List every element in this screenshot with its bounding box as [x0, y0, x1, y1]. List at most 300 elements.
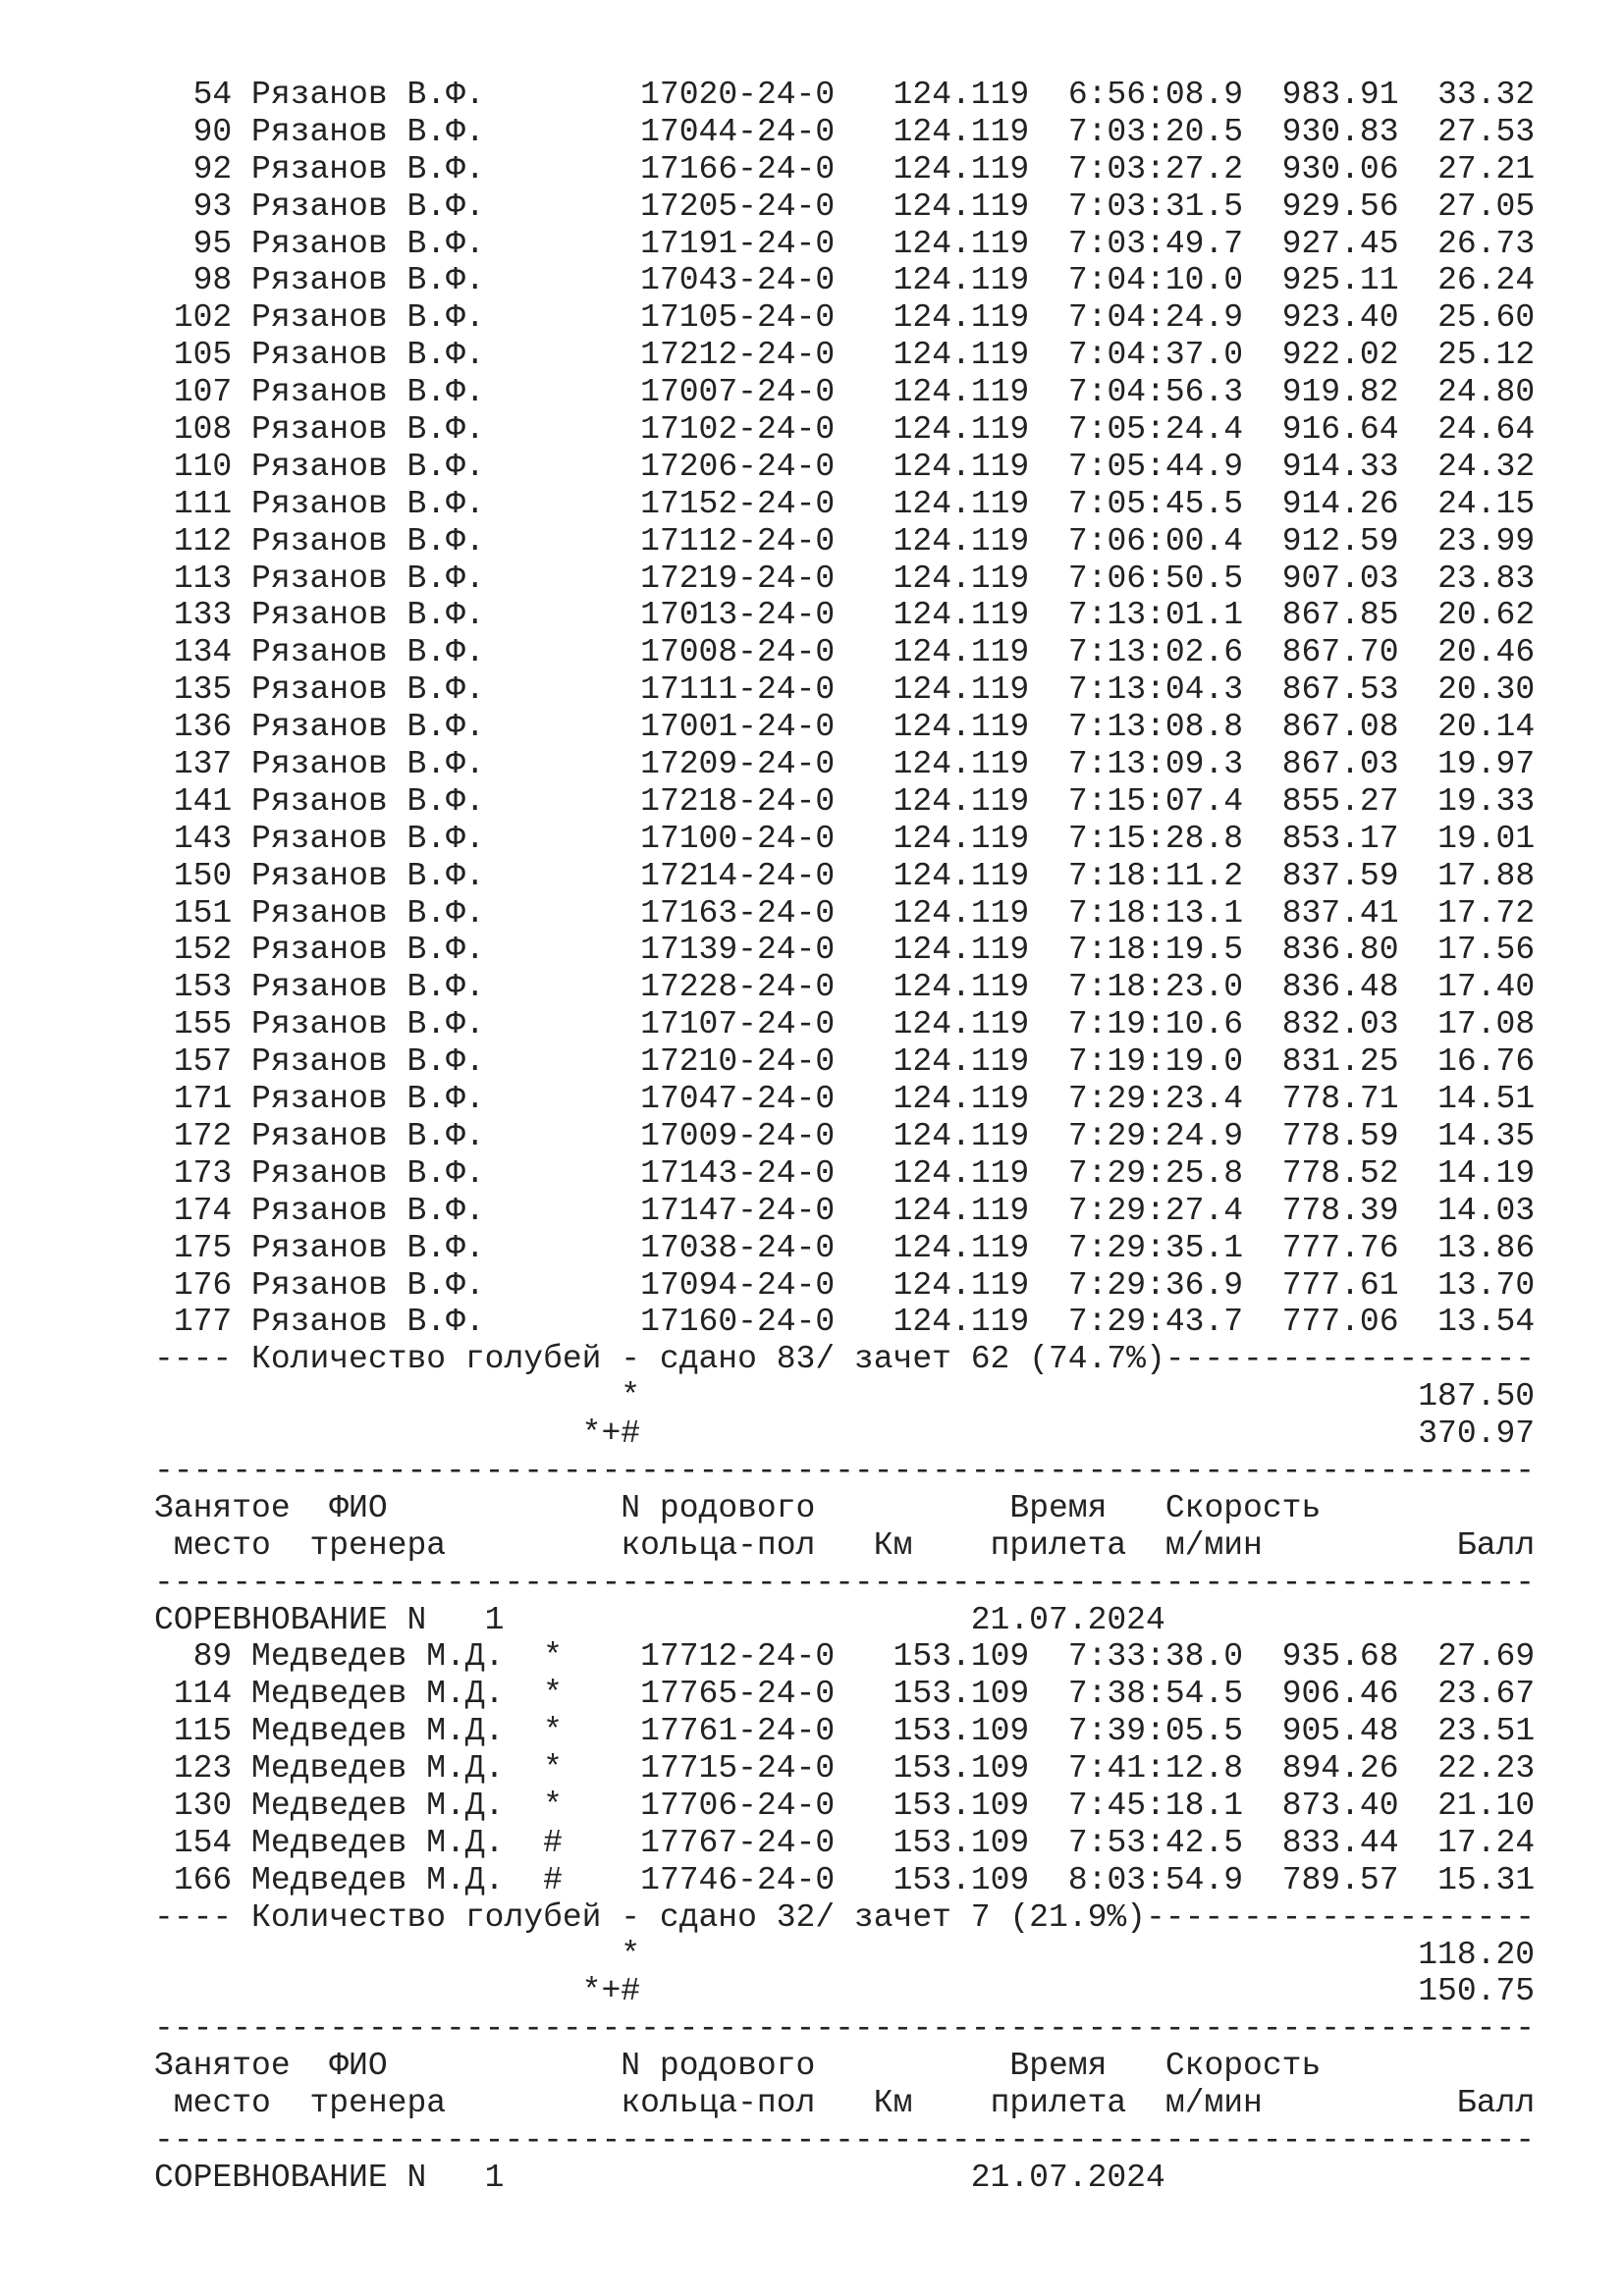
header-ring-2: кольца-пол: [621, 2085, 816, 2122]
speed-cell: 916.64: [1281, 411, 1399, 449]
score-cell: 19.97: [1437, 746, 1536, 783]
pigeon-count-summary: Количество голубей - сдано 32/ зачет 7 (21.9%): [251, 1898, 1146, 1936]
result-row: [154, 709, 1588, 746]
arrival-time-cell: 7:04:10.0: [1067, 262, 1244, 299]
arrival-time-cell: 7:29:25.8: [1067, 1154, 1244, 1192]
place-cell: 166: [173, 1861, 233, 1898]
trainer-name-cell: Медведев М.Д.: [251, 1750, 505, 1788]
trainer-name-cell: Рязанов В.Ф.: [251, 671, 485, 709]
trainer-name-cell: Рязанов В.Ф.: [251, 932, 485, 969]
score-cell: 20.62: [1437, 597, 1536, 634]
place-cell: 113: [173, 560, 233, 597]
arrival-time-cell: 7:18:11.2: [1067, 857, 1244, 894]
header-place: Занятое: [154, 1489, 291, 1526]
distance-cell: 124.119: [893, 150, 1030, 187]
place-cell: 172: [173, 1117, 233, 1154]
header-name-2: тренера: [309, 2085, 447, 2122]
ring-number-cell: 17143-24-0: [640, 1154, 836, 1192]
arrival-time-cell: 7:53:42.5: [1067, 1824, 1244, 1861]
result-row: [154, 821, 1588, 858]
trainer-name-cell: Медведев М.Д.: [251, 1676, 505, 1713]
score-cell: 27.21: [1437, 150, 1536, 187]
score-cell: 17.72: [1437, 894, 1536, 932]
place-cell: 143: [173, 820, 233, 857]
trainer-name-cell: Рязанов В.Ф.: [251, 560, 485, 597]
place-cell: 176: [173, 1266, 233, 1304]
header-ring: N родового: [621, 2048, 816, 2085]
speed-cell: 935.68: [1281, 1638, 1399, 1676]
ring-number-cell: 17094-24-0: [640, 1266, 836, 1304]
speed-cell: 853.17: [1281, 820, 1399, 857]
trainer-name-cell: Рязанов В.Ф.: [251, 299, 485, 337]
distance-cell: 124.119: [893, 522, 1030, 560]
score-cell: 17.56: [1437, 932, 1536, 969]
speed-cell: 923.40: [1281, 299, 1399, 337]
result-row: [154, 1081, 1588, 1118]
header-place-2: место: [173, 1526, 271, 1564]
column-header-row-2: [154, 1527, 1588, 1565]
result-row: [154, 226, 1588, 263]
arrival-time-cell: 7:03:49.7: [1067, 225, 1244, 262]
total-label: *+#: [581, 1415, 641, 1453]
score-cell: 27.53: [1437, 113, 1536, 150]
place-cell: 92: [192, 150, 233, 187]
distance-cell: 124.119: [893, 597, 1030, 634]
distance-cell: 124.119: [893, 560, 1030, 597]
results-report: [154, 77, 1588, 2197]
score-cell: 13.86: [1437, 1229, 1536, 1266]
distance-cell: 124.119: [893, 894, 1030, 932]
distance-cell: 124.119: [893, 77, 1030, 113]
header-name: ФИО: [329, 2048, 388, 2085]
result-row: [154, 1862, 1588, 1899]
result-row: [154, 1006, 1588, 1043]
result-row: [154, 1230, 1588, 1267]
speed-cell: 922.02: [1281, 337, 1399, 374]
place-cell: 107: [173, 374, 233, 411]
place-cell: 133: [173, 597, 233, 634]
speed-cell: 837.59: [1281, 857, 1399, 894]
trainer-name-cell: Рязанов В.Ф.: [251, 820, 485, 857]
mark-cell: *: [543, 1676, 563, 1713]
column-header-row-1: [154, 2048, 1588, 2085]
distance-cell: 124.119: [893, 1266, 1030, 1304]
distance-cell: 124.119: [893, 113, 1030, 150]
score-cell: 14.35: [1437, 1117, 1536, 1154]
result-row: [154, 783, 1588, 821]
trainer-name-cell: Медведев М.Д.: [251, 1787, 505, 1824]
score-cell: 17.40: [1437, 969, 1536, 1006]
result-row: [154, 1676, 1588, 1713]
ring-number-cell: 17111-24-0: [640, 671, 836, 709]
distance-cell: 124.119: [893, 1043, 1030, 1081]
header-ring: N родового: [621, 1489, 816, 1526]
distance-cell: 124.119: [893, 1117, 1030, 1154]
result-row: [154, 1155, 1588, 1193]
total-label: *+#: [581, 1973, 641, 2010]
distance-cell: 124.119: [893, 187, 1030, 225]
score-cell: 26.24: [1437, 262, 1536, 299]
header-score: Балл: [1456, 1526, 1536, 1564]
place-cell: 123: [173, 1750, 233, 1788]
distance-cell: 124.119: [893, 299, 1030, 337]
arrival-time-cell: 7:19:19.0: [1067, 1043, 1244, 1081]
header-time: Время: [1009, 1489, 1108, 1526]
arrival-time-cell: 7:29:24.9: [1067, 1117, 1244, 1154]
header-time-2: прилета: [990, 1526, 1127, 1564]
distance-cell: 124.119: [893, 1154, 1030, 1192]
arrival-time-cell: 7:41:12.8: [1067, 1750, 1244, 1788]
result-row: [154, 262, 1588, 299]
distance-cell: 124.119: [893, 634, 1030, 671]
place-cell: 130: [173, 1787, 233, 1824]
score-cell: 17.88: [1437, 857, 1536, 894]
distance-cell: 153.109: [893, 1861, 1030, 1898]
speed-cell: 914.33: [1281, 448, 1399, 485]
speed-cell: 855.27: [1281, 782, 1399, 820]
arrival-time-cell: 7:06:50.5: [1067, 560, 1244, 597]
arrival-time-cell: 7:13:02.6: [1067, 634, 1244, 671]
speed-cell: 930.06: [1281, 150, 1399, 187]
ring-number-cell: 17767-24-0: [640, 1824, 836, 1861]
speed-cell: 778.59: [1281, 1117, 1399, 1154]
competition-date: 21.07.2024: [970, 1601, 1165, 1638]
ring-number-cell: 17191-24-0: [640, 225, 836, 262]
arrival-time-cell: 7:04:56.3: [1067, 374, 1244, 411]
place-cell: 171: [173, 1081, 233, 1118]
place-cell: 102: [173, 299, 233, 337]
trainer-name-cell: Рязанов В.Ф.: [251, 857, 485, 894]
place-cell: 155: [173, 1006, 233, 1043]
speed-cell: 836.80: [1281, 932, 1399, 969]
distance-cell: 124.119: [893, 337, 1030, 374]
trainer-name-cell: Рязанов В.Ф.: [251, 448, 485, 485]
result-row: [154, 449, 1588, 486]
ring-number-cell: 17147-24-0: [640, 1192, 836, 1229]
score-cell: 25.60: [1437, 299, 1536, 337]
competition-title-line: [154, 1602, 1588, 1639]
distance-cell: 124.119: [893, 932, 1030, 969]
speed-cell: 836.48: [1281, 969, 1399, 1006]
speed-cell: 867.70: [1281, 634, 1399, 671]
arrival-time-cell: 8:03:54.9: [1067, 1861, 1244, 1898]
score-cell: 16.76: [1437, 1043, 1536, 1081]
total-star-line: [154, 1378, 1588, 1415]
score-cell: 23.99: [1437, 522, 1536, 560]
mark-cell: #: [543, 1824, 563, 1861]
arrival-time-cell: 7:03:20.5: [1067, 113, 1244, 150]
arrival-time-cell: 7:18:23.0: [1067, 969, 1244, 1006]
ring-number-cell: 17205-24-0: [640, 187, 836, 225]
arrival-time-cell: 7:29:43.7: [1067, 1304, 1244, 1341]
speed-cell: 777.61: [1281, 1266, 1399, 1304]
place-cell: 90: [192, 113, 233, 150]
arrival-time-cell: 7:15:07.4: [1067, 782, 1244, 820]
result-row: [154, 932, 1588, 969]
score-cell: 27.05: [1437, 187, 1536, 225]
ring-number-cell: 17219-24-0: [640, 560, 836, 597]
distance-cell: 124.119: [893, 411, 1030, 449]
score-cell: 24.64: [1437, 411, 1536, 449]
total-value: 118.20: [1418, 1936, 1536, 1973]
ring-number-cell: 17105-24-0: [640, 299, 836, 337]
speed-cell: 914.26: [1281, 485, 1399, 522]
result-row: [154, 1043, 1588, 1081]
score-cell: 20.46: [1437, 634, 1536, 671]
score-cell: 14.03: [1437, 1192, 1536, 1229]
place-cell: 89: [192, 1638, 233, 1676]
distance-cell: 153.109: [893, 1638, 1030, 1676]
total-value: 187.50: [1418, 1378, 1536, 1415]
trainer-name-cell: Рязанов В.Ф.: [251, 1154, 485, 1192]
result-row: [154, 1267, 1588, 1305]
place-cell: 93: [192, 187, 233, 225]
ring-number-cell: 17706-24-0: [640, 1787, 836, 1824]
speed-cell: 778.52: [1281, 1154, 1399, 1192]
result-row: [154, 597, 1588, 634]
score-cell: 21.10: [1437, 1787, 1536, 1824]
ring-number-cell: 17112-24-0: [640, 522, 836, 560]
arrival-time-cell: 7:15:28.8: [1067, 820, 1244, 857]
score-cell: 14.51: [1437, 1081, 1536, 1118]
speed-cell: 778.39: [1281, 1192, 1399, 1229]
trainer-name-cell: Медведев М.Д.: [251, 1824, 505, 1861]
result-row: [154, 486, 1588, 523]
distance-cell: 153.109: [893, 1750, 1030, 1788]
result-row: [154, 151, 1588, 188]
ring-number-cell: 17139-24-0: [640, 932, 836, 969]
ring-number-cell: 17043-24-0: [640, 262, 836, 299]
trainer-name-cell: Рязанов В.Ф.: [251, 1192, 485, 1229]
score-cell: 24.80: [1437, 374, 1536, 411]
score-cell: 25.12: [1437, 337, 1536, 374]
ring-number-cell: 17214-24-0: [640, 857, 836, 894]
trainer-name-cell: Рязанов В.Ф.: [251, 374, 485, 411]
arrival-time-cell: 7:13:09.3: [1067, 746, 1244, 783]
place-cell: 134: [173, 634, 233, 671]
pigeon-count-summary: Количество голубей - сдано 83/ зачет 62 (74.7%): [251, 1341, 1165, 1378]
speed-cell: 777.06: [1281, 1304, 1399, 1341]
arrival-time-cell: 7:39:05.5: [1067, 1713, 1244, 1750]
header-speed-2: м/мин: [1164, 1526, 1263, 1564]
ring-number-cell: 17013-24-0: [640, 597, 836, 634]
score-cell: 33.32: [1437, 77, 1536, 113]
arrival-time-cell: 7:05:44.9: [1067, 448, 1244, 485]
distance-cell: 124.119: [893, 1304, 1030, 1341]
result-row: [154, 1750, 1588, 1788]
ring-number-cell: 17761-24-0: [640, 1713, 836, 1750]
result-row: [154, 299, 1588, 337]
total-label: *: [621, 1378, 641, 1415]
trainer-name-cell: Рязанов В.Ф.: [251, 1266, 485, 1304]
distance-cell: 124.119: [893, 969, 1030, 1006]
speed-cell: 789.57: [1281, 1861, 1399, 1898]
trainer-name-cell: Медведев М.Д.: [251, 1713, 505, 1750]
trainer-name-cell: Рязанов В.Ф.: [251, 746, 485, 783]
total-value: 370.97: [1418, 1415, 1536, 1453]
header-place: Занятое: [154, 2048, 291, 2085]
ring-number-cell: 17218-24-0: [640, 782, 836, 820]
arrival-time-cell: 7:13:08.8: [1067, 709, 1244, 746]
place-cell: 153: [173, 969, 233, 1006]
result-row: [154, 634, 1588, 671]
trainer-name-cell: Медведев М.Д.: [251, 1638, 505, 1676]
arrival-time-cell: 7:03:31.5: [1067, 187, 1244, 225]
ring-number-cell: 17209-24-0: [640, 746, 836, 783]
place-cell: 175: [173, 1229, 233, 1266]
separator-line: -----------------------------------------------------------------------: [154, 1452, 1536, 1489]
trainer-name-cell: Рязанов В.Ф.: [251, 634, 485, 671]
mark-cell: *: [543, 1750, 563, 1788]
total-label: *: [621, 1936, 641, 1973]
distance-cell: 124.119: [893, 1229, 1030, 1266]
ring-number-cell: 17715-24-0: [640, 1750, 836, 1788]
header-score: Балл: [1456, 2085, 1536, 2122]
section-summary-line: ---- Количество голубей - сдано 32/ зачет 7 (21.9%)--------------------: [154, 1898, 1536, 1936]
speed-cell: 867.03: [1281, 746, 1399, 783]
trainer-name-cell: Рязанов В.Ф.: [251, 262, 485, 299]
total-star-line: [154, 1937, 1588, 1974]
arrival-time-cell: 7:29:23.4: [1067, 1081, 1244, 1118]
trainer-name-cell: Рязанов В.Ф.: [251, 782, 485, 820]
result-row: [154, 746, 1588, 783]
place-cell: 137: [173, 746, 233, 783]
ring-number-cell: 17047-24-0: [640, 1081, 836, 1118]
ring-number-cell: 17212-24-0: [640, 337, 836, 374]
speed-cell: 919.82: [1281, 374, 1399, 411]
score-cell: 17.24: [1437, 1824, 1536, 1861]
speed-cell: 867.53: [1281, 671, 1399, 709]
ring-number-cell: 17102-24-0: [640, 411, 836, 449]
arrival-time-cell: 7:13:04.3: [1067, 671, 1244, 709]
result-row: [154, 1304, 1588, 1341]
place-cell: 135: [173, 671, 233, 709]
total-value: 150.75: [1418, 1973, 1536, 2010]
arrival-time-cell: 7:05:45.5: [1067, 485, 1244, 522]
competition-label: СОРЕВНОВАНИЕ N 1: [154, 2159, 505, 2196]
ring-number-cell: 17746-24-0: [640, 1861, 836, 1898]
speed-cell: 833.44: [1281, 1824, 1399, 1861]
place-cell: 111: [173, 485, 233, 522]
trainer-name-cell: Рязанов В.Ф.: [251, 522, 485, 560]
section-summary-line: ---- Количество голубей - сдано 83/ зачет 62 (74.7%)-------------------: [154, 1341, 1536, 1378]
ring-number-cell: 17100-24-0: [640, 820, 836, 857]
distance-cell: 124.119: [893, 225, 1030, 262]
speed-cell: 905.48: [1281, 1713, 1399, 1750]
distance-cell: 124.119: [893, 671, 1030, 709]
result-row: [154, 561, 1588, 598]
header-time-2: прилета: [990, 2085, 1127, 2122]
arrival-time-cell: 7:05:24.4: [1067, 411, 1244, 449]
distance-cell: 124.119: [893, 746, 1030, 783]
ring-number-cell: 17009-24-0: [640, 1117, 836, 1154]
trainer-name-cell: Рязанов В.Ф.: [251, 1006, 485, 1043]
mark-cell: #: [543, 1861, 563, 1898]
speed-cell: 929.56: [1281, 187, 1399, 225]
distance-cell: 153.109: [893, 1787, 1030, 1824]
ring-number-cell: 17020-24-0: [640, 77, 836, 113]
result-row: [154, 114, 1588, 151]
speed-cell: 867.08: [1281, 709, 1399, 746]
place-cell: 141: [173, 782, 233, 820]
trainer-name-cell: Медведев М.Д.: [251, 1861, 505, 1898]
competition-title-line: [154, 2160, 1588, 2197]
trainer-name-cell: Рязанов В.Ф.: [251, 1229, 485, 1266]
column-header-row-2: [154, 2085, 1588, 2122]
ring-number-cell: 17765-24-0: [640, 1676, 836, 1713]
header-name-2: тренера: [309, 1526, 447, 1564]
result-row: [154, 411, 1588, 449]
score-cell: 17.08: [1437, 1006, 1536, 1043]
distance-cell: 124.119: [893, 820, 1030, 857]
result-row: [154, 337, 1588, 374]
score-cell: 23.51: [1437, 1713, 1536, 1750]
distance-cell: 124.119: [893, 857, 1030, 894]
place-cell: 95: [192, 225, 233, 262]
place-cell: 108: [173, 411, 233, 449]
arrival-time-cell: 7:29:27.4: [1067, 1192, 1244, 1229]
arrival-time-cell: 7:38:54.5: [1067, 1676, 1244, 1713]
place-cell: 174: [173, 1192, 233, 1229]
ring-number-cell: 17044-24-0: [640, 113, 836, 150]
place-cell: 150: [173, 857, 233, 894]
speed-cell: 778.71: [1281, 1081, 1399, 1118]
result-row: [154, 895, 1588, 933]
distance-cell: 124.119: [893, 374, 1030, 411]
arrival-time-cell: 7:29:35.1: [1067, 1229, 1244, 1266]
total-all-line: [154, 1415, 1588, 1453]
arrival-time-cell: 7:18:13.1: [1067, 894, 1244, 932]
distance-cell: 124.119: [893, 1006, 1030, 1043]
trainer-name-cell: Рязанов В.Ф.: [251, 709, 485, 746]
competition-date: 21.07.2024: [970, 2159, 1165, 2196]
trainer-name-cell: Рязанов В.Ф.: [251, 411, 485, 449]
speed-cell: 906.46: [1281, 1676, 1399, 1713]
result-row: [154, 1193, 1588, 1230]
distance-cell: 153.109: [893, 1824, 1030, 1861]
header-ring-2: кольца-пол: [621, 1526, 816, 1564]
separator-line: -----------------------------------------------------------------------: [154, 1564, 1536, 1601]
ring-number-cell: 17712-24-0: [640, 1638, 836, 1676]
speed-cell: 831.25: [1281, 1043, 1399, 1081]
place-cell: 154: [173, 1824, 233, 1861]
place-cell: 173: [173, 1154, 233, 1192]
score-cell: 24.15: [1437, 485, 1536, 522]
arrival-time-cell: 7:19:10.6: [1067, 1006, 1244, 1043]
speed-cell: 927.45: [1281, 225, 1399, 262]
place-cell: 105: [173, 337, 233, 374]
place-cell: 115: [173, 1713, 233, 1750]
ring-number-cell: 17160-24-0: [640, 1304, 836, 1341]
trainer-name-cell: Рязанов В.Ф.: [251, 337, 485, 374]
arrival-time-cell: 7:33:38.0: [1067, 1638, 1244, 1676]
ring-number-cell: 17206-24-0: [640, 448, 836, 485]
header-km: Км: [873, 2085, 913, 2122]
distance-cell: 124.119: [893, 1081, 1030, 1118]
score-cell: 14.19: [1437, 1154, 1536, 1192]
ring-number-cell: 17210-24-0: [640, 1043, 836, 1081]
trainer-name-cell: Рязанов В.Ф.: [251, 150, 485, 187]
result-row: [154, 1118, 1588, 1155]
arrival-time-cell: 7:29:36.9: [1067, 1266, 1244, 1304]
ring-number-cell: 17038-24-0: [640, 1229, 836, 1266]
trainer-name-cell: Рязанов В.Ф.: [251, 113, 485, 150]
place-cell: 114: [173, 1676, 233, 1713]
trainer-name-cell: Рязанов В.Ф.: [251, 597, 485, 634]
place-cell: 151: [173, 894, 233, 932]
result-row: [154, 858, 1588, 895]
ring-number-cell: 17228-24-0: [640, 969, 836, 1006]
